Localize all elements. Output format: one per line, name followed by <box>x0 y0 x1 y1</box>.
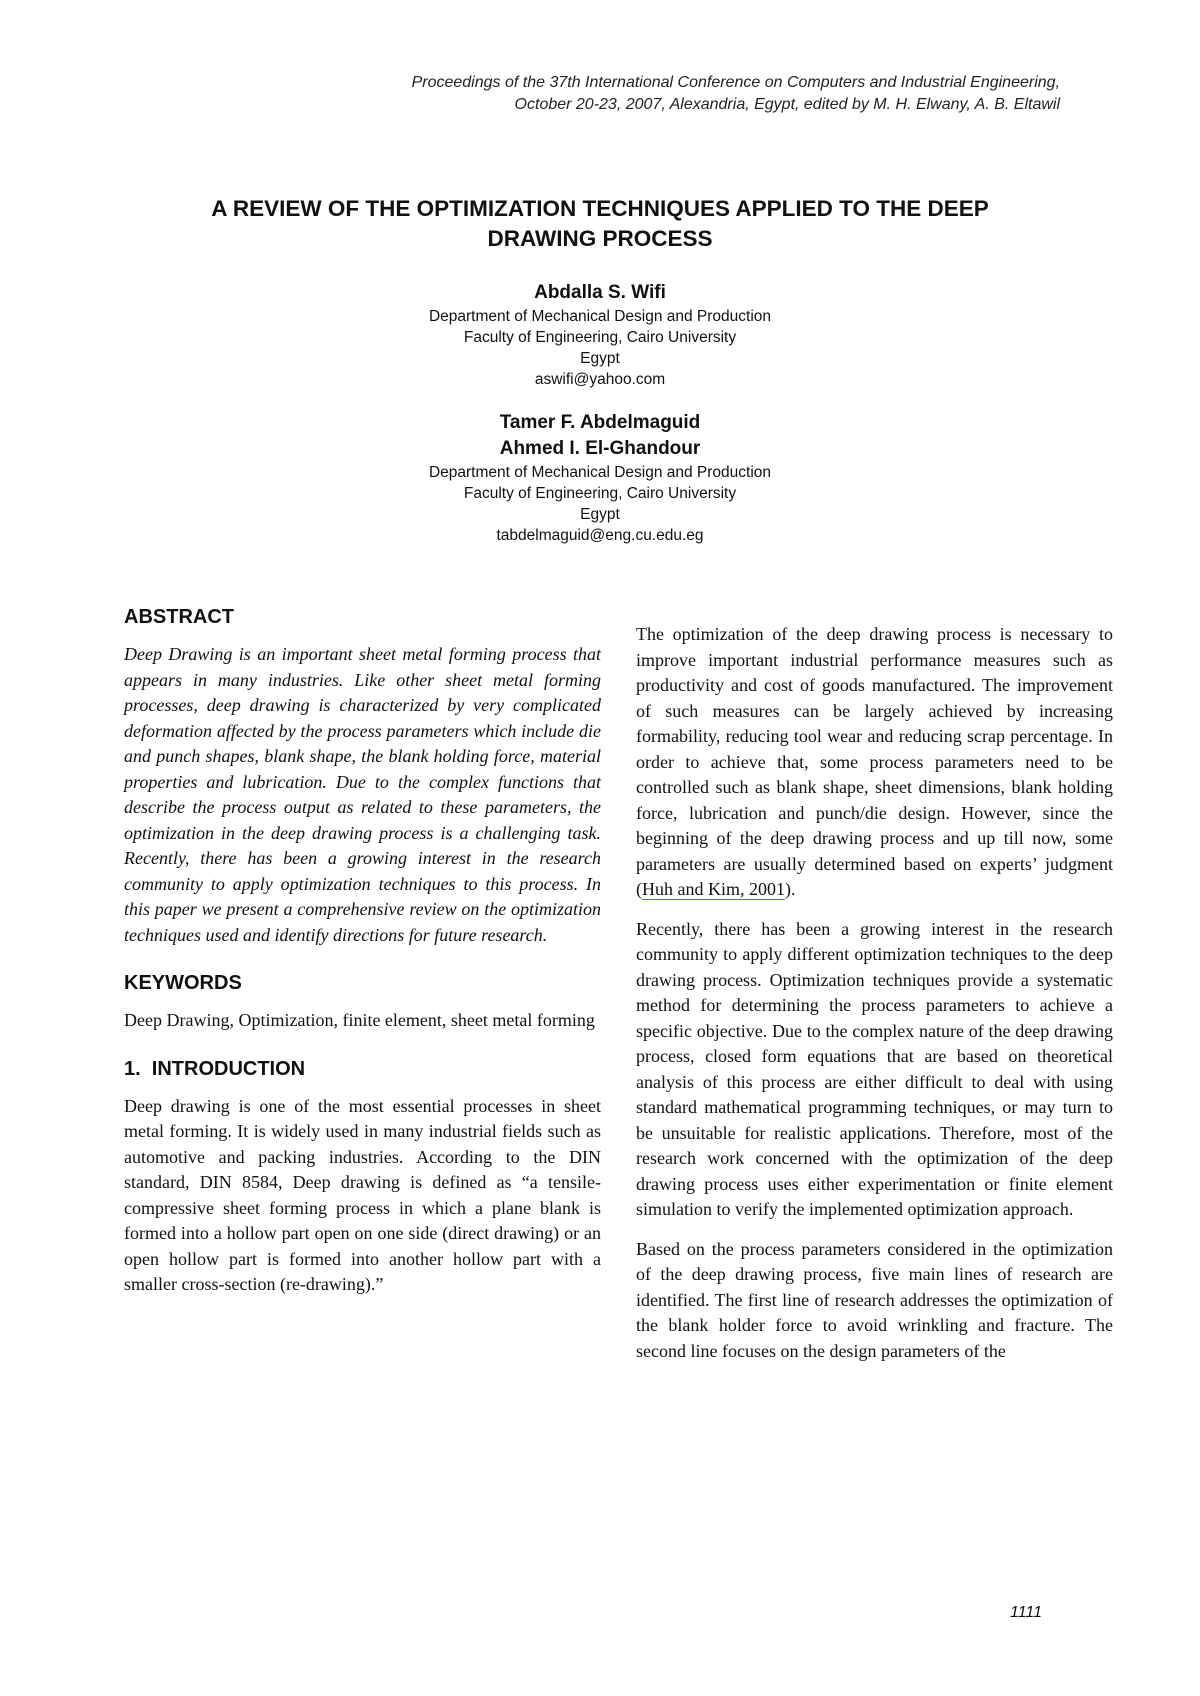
title-line-1: A REVIEW OF THE OPTIMIZATION TECHNIQUES APPLIED TO THE DEEP <box>211 196 989 221</box>
proceedings-header <box>260 72 1060 116</box>
author-name: Ahmed I. El-Ghandour <box>499 438 701 459</box>
paragraph-text: ). <box>785 879 796 899</box>
author-faculty: Faculty of Engineering, Cairo University <box>463 329 737 346</box>
introduction-heading: 1. INTRODUCTION <box>124 1057 306 1080</box>
abstract-heading: ABSTRACT <box>124 606 234 628</box>
introduction-text: Deep drawing is one of the most essential processes in sheet metal forming. It is widely used in many industrial fields such as automotive and packing industries. According to the DIN standard, DIN 8584, Deep drawing is defined as “a tensile-compressive sheet forming process in which a plane blank is formed into a hollow part open on one side (direct drawing) or an open hollow part is formed into another hollow part with a smaller cross-section (re-drawing).” <box>124 1095 601 1294</box>
paragraph: Based on the process parameters considered in the optimization of the deep drawing process, five main lines of research are identified. The first line of research addresses the optimization of the blank holder force to avoid wrinkling and fracture. The second line focuses on the design parameters of the <box>636 1238 1113 1361</box>
right-column <box>636 622 1113 1364</box>
author-name: Tamer F. Abdelmaguid <box>499 412 701 433</box>
citation-link[interactable]: Huh and Kim, 2001 <box>642 879 785 899</box>
author-block-1 <box>300 280 900 390</box>
paper-title <box>120 194 1080 254</box>
header-line-2: October 20-23, 2007, Alexandria, Egypt, edited by M. H. Elwany, A. B. Eltawil <box>514 96 1060 113</box>
author-country: Egypt <box>580 350 620 367</box>
author-department: Department of Mechanical Design and Production <box>428 308 772 325</box>
author-email[interactable]: tabdelmaguid@eng.cu.edu.eg <box>496 527 704 544</box>
author-department: Department of Mechanical Design and Production <box>428 464 772 481</box>
keywords-text: Deep Drawing, Optimization, finite element, sheet metal forming <box>124 1010 595 1030</box>
left-column <box>124 604 601 1298</box>
author-faculty: Faculty of Engineering, Cairo University <box>463 485 737 502</box>
paragraph: Recently, there has been a growing interest in the research community to apply different optimization techniques to the deep drawing process. Optimization techniques provide a systematic method for determining the process parameters to achieve a specific objective. Due to the complex nature of the deep drawing process, closed form equations that are based on theoretical analysis of this process are either difficult to deal with using standard mathematical programming techniques, or may turn to be unsuitable for realistic applications. Therefore, most of the research work concerned with the optimization of the deep drawing process uses either experimentation or finite element simulation to verify the implemented optimization approach. <box>636 918 1113 1219</box>
author-name: Abdalla S. Wifi <box>534 282 666 303</box>
title-line-2: DRAWING PROCESS <box>487 226 713 251</box>
keywords-heading: KEYWORDS <box>124 972 242 994</box>
header-line-1: Proceedings of the 37th International Conference on Computers and Industrial Engineering, <box>411 74 1060 91</box>
paragraph <box>636 622 1113 903</box>
author-email[interactable]: aswifi@yahoo.com <box>534 371 666 388</box>
page-number: 1111 <box>1010 1604 1043 1621</box>
abstract-text: Deep Drawing is an important sheet metal forming process that appears in many industries. Like other sheet metal forming processes, deep drawing is characterized by very complicated deformation affected by the process parameters which include die and punch shapes, blank shape, the blank holding force, material properties and lubrication. Due to the complex functions that describe the process output as related to these parameters, the optimization in the deep drawing process is a challenging task. Recently, there has been a growing interest in the research community to apply optimization techniques to this process. In this paper we present a comprehensive review on the optimization techniques used and identify directions for future research. <box>124 644 601 945</box>
author-country: Egypt <box>580 506 620 523</box>
paragraph-text: The optimization of the deep drawing process is necessary to improve important industrial performance measures such as productivity and cost of goods manufactured. The improvement of such measures can be largely achieved by increasing formability, reducing tool wear and reducing scrap percentage. In order to achieve that, some process parameters need to be controlled such as blank shape, sheet dimensions, blank holding force, lubrication and punch/die design. However, since the beginning of the deep drawing process and up till now, some parameters are usually determined based on experts’ judgment ( <box>636 624 1113 899</box>
author-block-2 <box>300 410 900 546</box>
